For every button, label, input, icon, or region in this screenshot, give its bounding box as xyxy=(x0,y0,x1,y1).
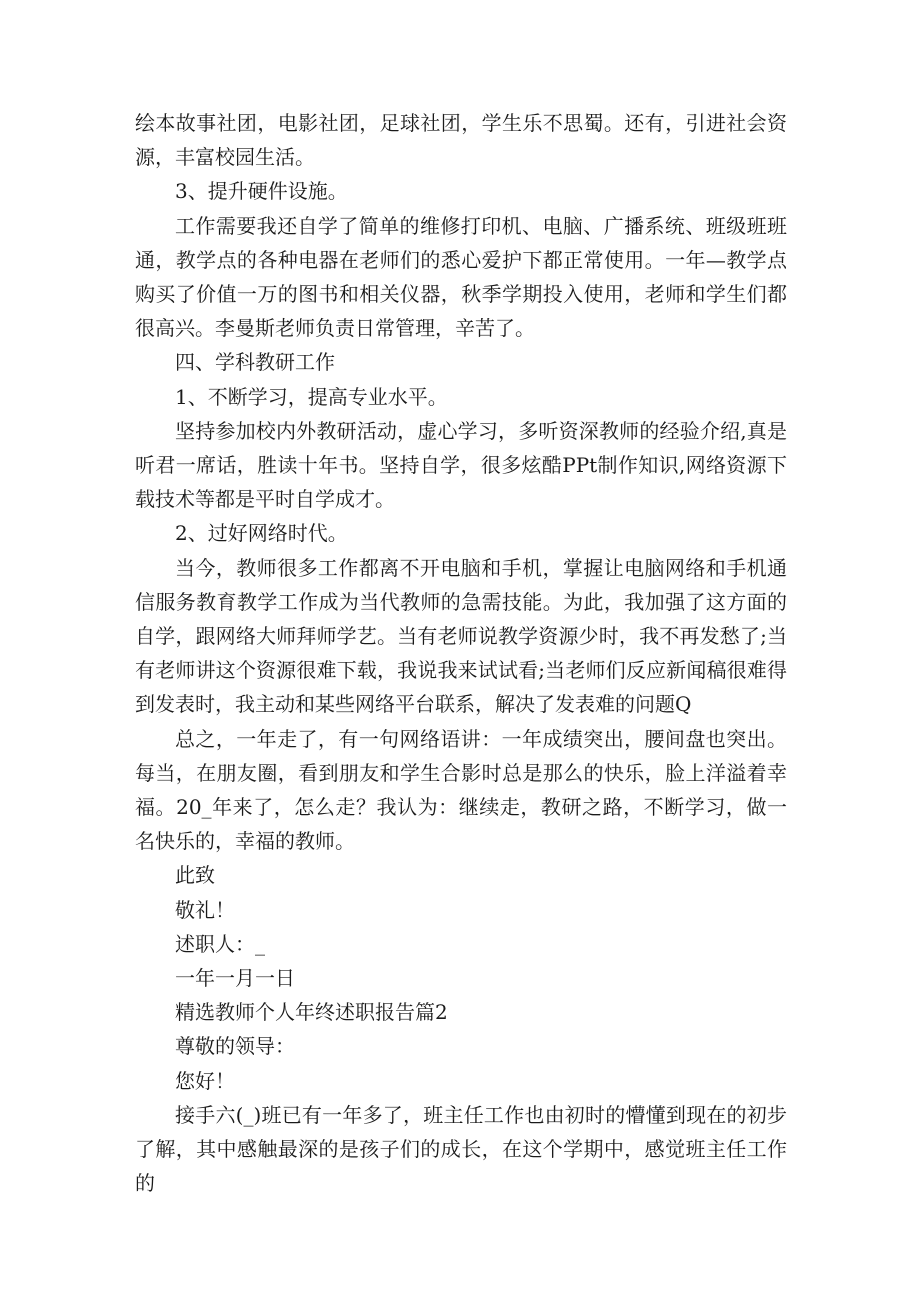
paragraph-1: 绘本故事社团，电影社团，足球社团，学生乐不思蜀。还有，引进社会资源，丰富校园生活。 xyxy=(135,111,787,170)
date-line: 一年一月一日 xyxy=(175,966,295,991)
greeting-recipient: 尊敬的领导： xyxy=(175,1034,295,1059)
section-heading: 四、学科教研工作 xyxy=(175,350,335,375)
closing-salutation: 此致 xyxy=(175,863,215,888)
paragraph-9: 总之，一年走了，有一句网络语讲：一年成绩突出，腰间盘也突出。每当，在朋友圈，看到朋友和学生合影时总是那么的快乐，脸上洋溢着幸福。20_年来了，怎么走？我认为：继续走，教研之路，不断学习，做一名快乐的，幸福的教师。 xyxy=(135,726,787,854)
closing-respect: 敬礼！ xyxy=(175,897,235,922)
signature-line: 述职人：_ xyxy=(175,931,265,956)
paragraph-5: 1、不断学习，提高专业水平。 xyxy=(175,384,448,409)
paragraph-7: 2、过好网络时代。 xyxy=(175,521,348,546)
document-body xyxy=(135,106,787,1201)
report-title: 精选教师个人年终述职报告篇2 xyxy=(175,1000,448,1025)
paragraph-8: 当今，教师很多工作都离不开电脑和手机，掌握让电脑网络和手机通信服务教育教学工作成为当代教师的急需技能。为此，我加强了这方面的自学，跟网络大师拜师学艺。当有老师说教学资源少时，我不再发愁了;当有老师讲这个资源很难下载，我说我来试试看;当老师们反应新闻稿很难得到发表时，我主动和某些网络平台联系，解决了发表难的问题Q xyxy=(135,555,787,717)
paragraph-17: 接手六(_)班已有一年多了，班主任工作也由初时的懵懂到现在的初步了解，其中感触最深的是孩子们的成长，在这个学期中，感觉班主任工作的 xyxy=(135,1102,787,1196)
paragraph-3: 工作需要我还自学了简单的维修打印机、电脑、广播系统、班级班班通，教学点的各种电器在老师们的悉心爱护下都正常使用。一年—教学点购买了价值一万的图书和相关仪器，秋季学期投入使用，老师和学生们都很高兴。李曼斯老师负责日常管理，辛苦了。 xyxy=(135,213,787,341)
paragraph-2: 3、提升硬件设施。 xyxy=(175,179,348,204)
greeting: 您好！ xyxy=(175,1068,235,1093)
paragraph-6: 坚持参加校内外教研活动，虚心学习，多听资深教师的经验介绍,真是听君一席话，胜读十年书。坚持自学，很多炫酷PPt制作知识,网络资源下载技术等都是平时自学成才。 xyxy=(135,418,787,512)
